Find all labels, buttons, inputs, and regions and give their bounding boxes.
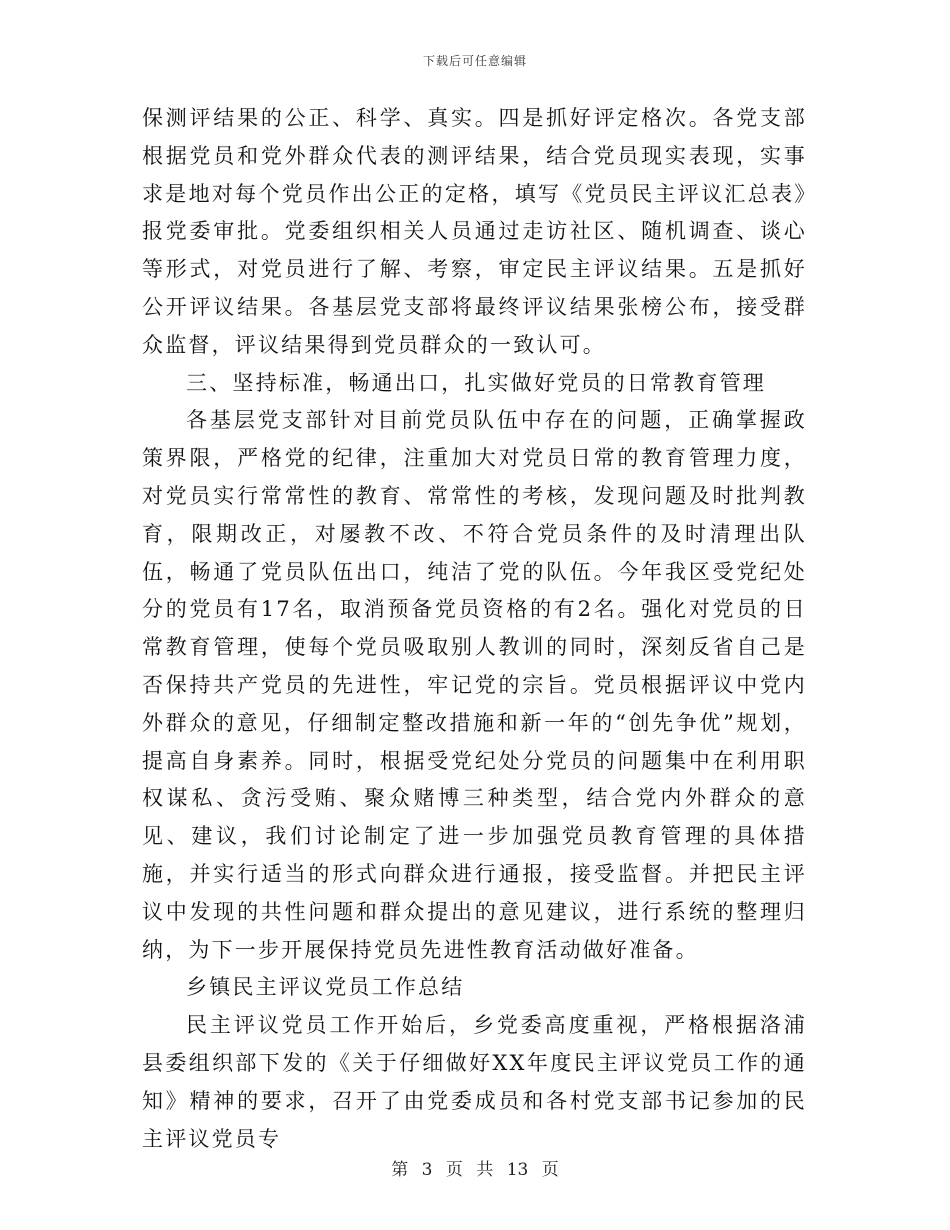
paragraph-daily-education: 各基层党支部针对目前党员队伍中存在的问题，正确掌握政策界限，严格党的纪律，注重加大对党员日常的教育管理力度，对党员实行常常性的教育、常常性的考核，发现问题及时批判教育，限期改正，对屡教不改、不符合党员条件的及时清理出队伍，畅通了党员队伍出口，纯洁了党的队伍。今年我区受党纪处分的党员有17名，取消预备党员资格的有2名。强化对党员的日常教育管理，使每个党员吸取别人教训的同时，深刻反省自己是否保持共产党员的先进性，牢记党的宗旨。党员根据评议中党内外群众的意见，仔细制定整改措施和新一年的“创先争优”规划，提高自身素养。同时，根据受党纪处分党员的问题集中在利用职权谋私、贪污受贿、聚众赌博三种类型，结合党内外群众的意见、建议，我们讨论制定了进一步加强党员教育管理的具体措施，并实行适当的形式向群众进行通报，接受监督。并把民主评议中发现的共性问题和群众提出的意见建议，进行系统的整理归纳，为下一步开展保持党员先进性教育活动做好准备。 bbox=[142, 408, 807, 962]
paragraph-evaluation-results: 保测评结果的公正、科学、真实。四是抓好评定格次。各党支部根据党员和党外群众代表的测评结果，结合党员现实表现，实事求是地对每个党员作出公正的定格，填写《党员民主评议汇总表》报党委审批。党委组织相关人员通过走访社区、随机调查、谈心等形式，对党员进行了解、考察，审定民主评议结果。五是抓好公开评议结果。各基层党支部将最终评议结果张榜公布，接受群众监督，评议结果得到党员群众的一致认可。 bbox=[142, 106, 807, 357]
paragraph-township-summary: 民主评议党员工作开始后，乡党委高度重视，严格根据洛浦县委组织部下发的《关于仔细做好XX年度民主评议党员工作的通知》精神的要求，召开了由党委成员和各村党支部书记参加的民主评议党员专 bbox=[142, 1013, 807, 1151]
page-number: 第 3 页 共 13 页 bbox=[391, 1160, 559, 1180]
document-subtitle: 乡镇民主评议党员工作总结 bbox=[186, 975, 465, 1000]
header-note: 下载后可任意编辑 bbox=[422, 54, 527, 68]
section-heading-three: 三、坚持标准，畅通出口，扎实做好党员的日常教育管理 bbox=[186, 370, 766, 395]
document-body bbox=[142, 100, 807, 1158]
